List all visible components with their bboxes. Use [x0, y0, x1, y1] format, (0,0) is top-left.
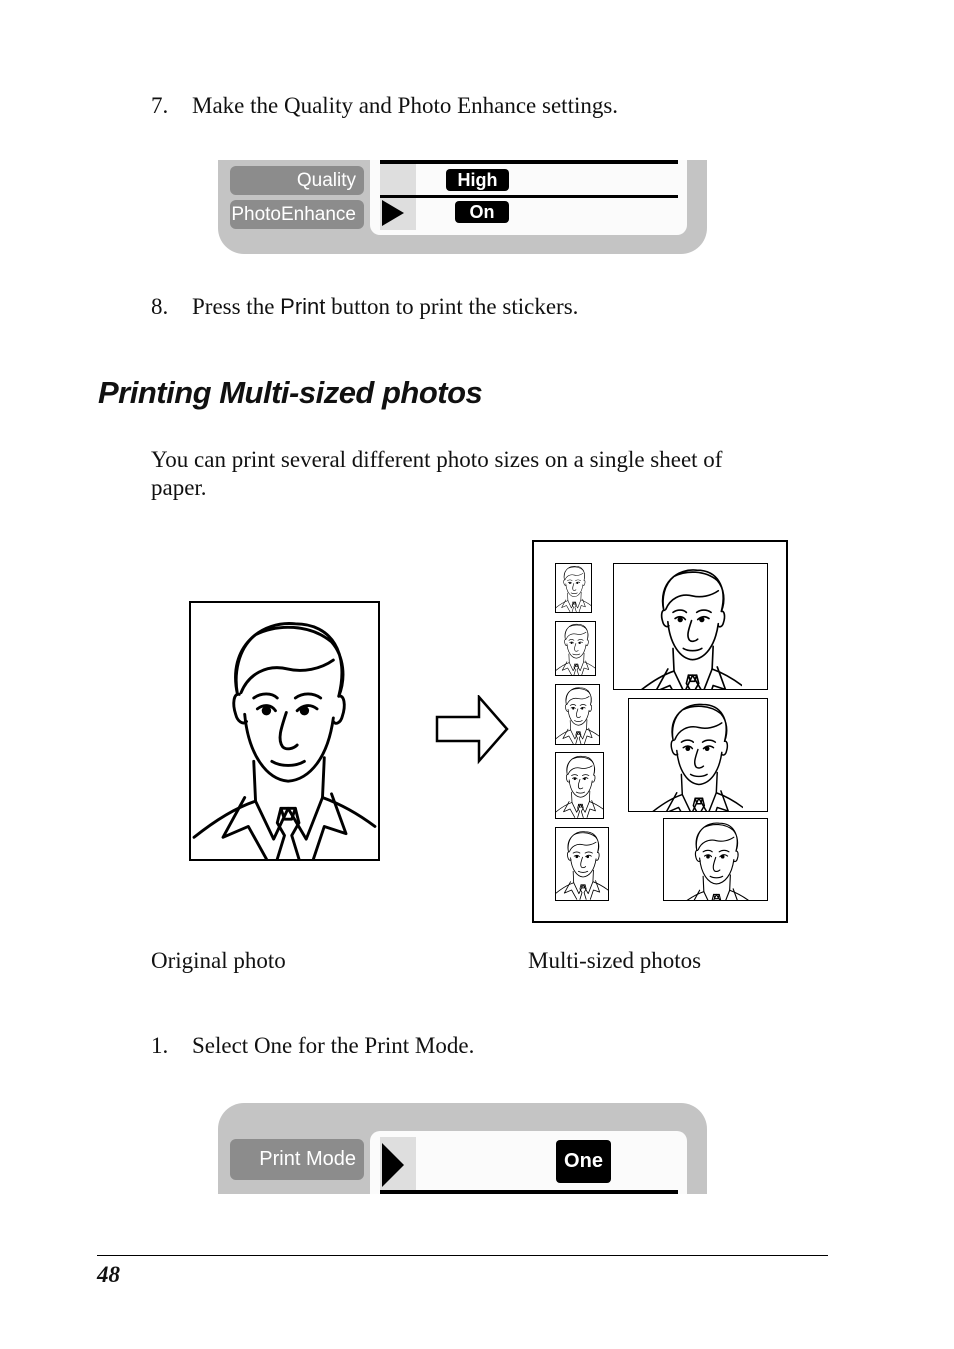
- right-arrow-icon: [435, 695, 510, 765]
- step-text: [192, 293, 578, 321]
- thumbnail-photo: [555, 563, 592, 613]
- selector-arrow-icon: [382, 200, 406, 226]
- step-number: 8.: [151, 294, 169, 319]
- step-text-before: Press the: [192, 294, 281, 319]
- caption-original: Original photo: [151, 948, 286, 973]
- thumbnail-photo: [555, 752, 604, 819]
- intro-paragraph: [151, 446, 831, 502]
- caption-multi: Multi-sized photos: [528, 948, 702, 973]
- step-8: [151, 293, 851, 323]
- step-1: [151, 1032, 851, 1062]
- thumbnail-photo: [555, 827, 609, 901]
- lcd-panel-print-mode: [218, 1103, 707, 1194]
- original-photo: [189, 601, 380, 861]
- thumbnail-photo: [555, 621, 596, 676]
- print-mode-value: One: [556, 1140, 611, 1183]
- photoenhance-value: On: [455, 201, 509, 223]
- portrait-icon: [191, 613, 378, 859]
- page-number: 48: [97, 1262, 120, 1287]
- portrait-icon: [629, 699, 767, 811]
- medium-photo: [628, 698, 768, 812]
- footer-rule: [97, 1255, 828, 1256]
- step-7: [151, 92, 851, 122]
- portrait-icon: [556, 753, 603, 818]
- step-text-after: button to print the stickers.: [325, 294, 579, 319]
- quality-value: High: [446, 169, 509, 191]
- print-button-name: Print: [280, 294, 326, 319]
- section-heading: Printing Multi-sized photos: [98, 375, 483, 410]
- multi-sized-sheet: [532, 540, 788, 923]
- step-text: Make the Quality and Photo Enhance settings.: [192, 93, 619, 118]
- portrait-icon: [556, 622, 595, 675]
- intro-line-1: You can print several different photo sizes on a single sheet of: [151, 447, 723, 472]
- selector-arrow-icon: [382, 1143, 406, 1187]
- portrait-icon: [556, 685, 599, 744]
- step-number: 1.: [151, 1033, 169, 1058]
- thumbnail-photo: [555, 684, 600, 745]
- step-text: Select One for the Print Mode.: [192, 1033, 475, 1058]
- portrait-icon: [556, 564, 591, 612]
- portrait-icon: [556, 828, 608, 900]
- step-number: 7.: [151, 93, 169, 118]
- lcd-panel-quality: [218, 160, 707, 254]
- portrait-icon: [664, 819, 767, 900]
- small-landscape-photo: [663, 818, 768, 901]
- photoenhance-label: PhotoEnhance: [230, 200, 364, 229]
- intro-line-2: paper.: [151, 475, 207, 500]
- portrait-icon: [614, 564, 767, 689]
- large-photo: [613, 563, 768, 690]
- quality-label: Quality: [230, 166, 364, 195]
- print-mode-label: Print Mode: [230, 1139, 364, 1180]
